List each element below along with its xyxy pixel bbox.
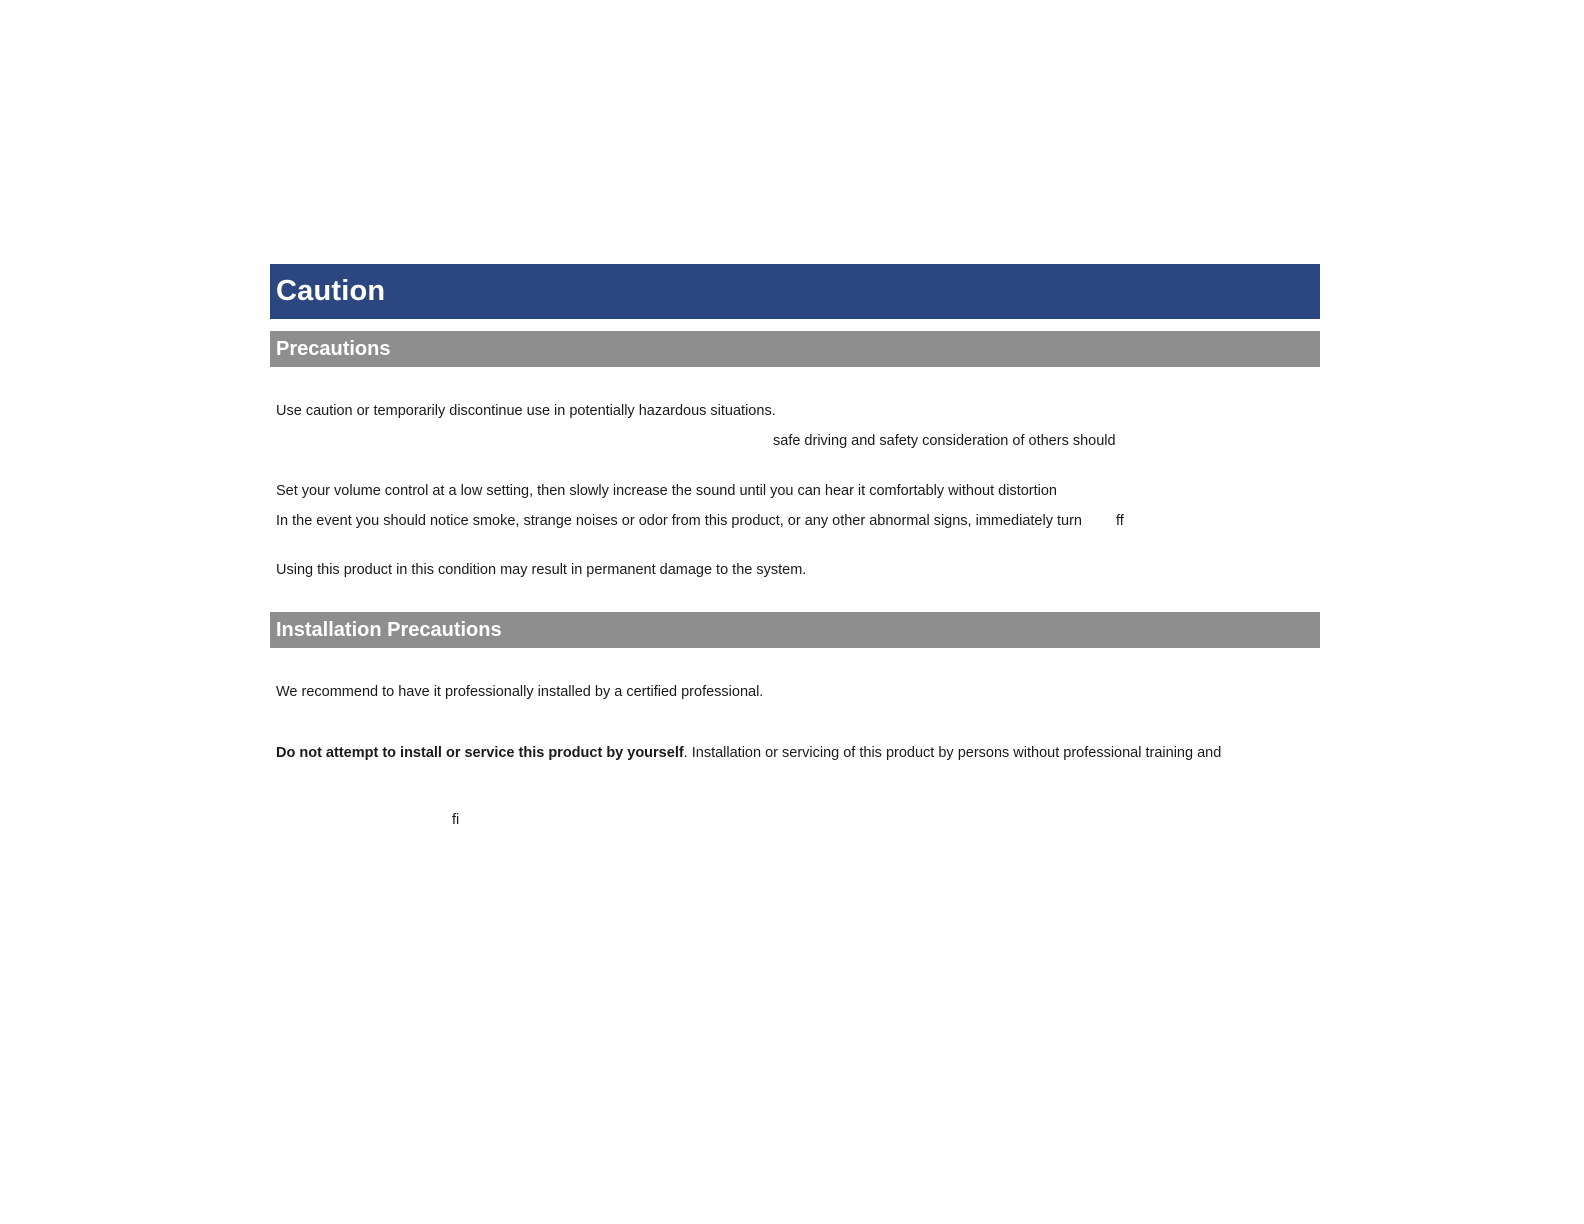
caution-title: Caution [276,275,386,307]
installation-line-1: We recommend to have it professionally installed by a certified professional. [276,684,764,700]
precautions-line-3: Set your volume control at a low setting, then slowly increase the sound until you can hear it comfortably without distortion [276,483,1057,499]
precautions-section-bar [270,331,1320,367]
precautions-line-4: In the event you should notice smoke, strange noises or odor from this product, or any other abnormal signs, immediately turn [276,513,1082,529]
precautions-line-4-suffix: ff [1116,513,1124,529]
installation-warning-rest: . Installation or servicing of this product by persons without professional training and [683,745,1222,761]
precautions-heading: Precautions [276,337,391,360]
precautions-line-1: Use caution or temporarily discontinue use in potentially hazardous situations. [276,403,776,419]
installation-section-bar [270,612,1320,648]
installation-warning-bold: Do not attempt to install or service this product by yourself [276,745,684,761]
precautions-line-5: Using this product in this condition may result in permanent damage to the system. [276,562,807,578]
installation-line-3: fi [452,812,460,828]
caution-title-bar [270,264,1320,319]
installation-line-2 [276,744,1221,762]
precautions-line-2: safe driving and safety consideration of others should [773,433,1116,449]
installation-heading: Installation Precautions [276,618,502,641]
